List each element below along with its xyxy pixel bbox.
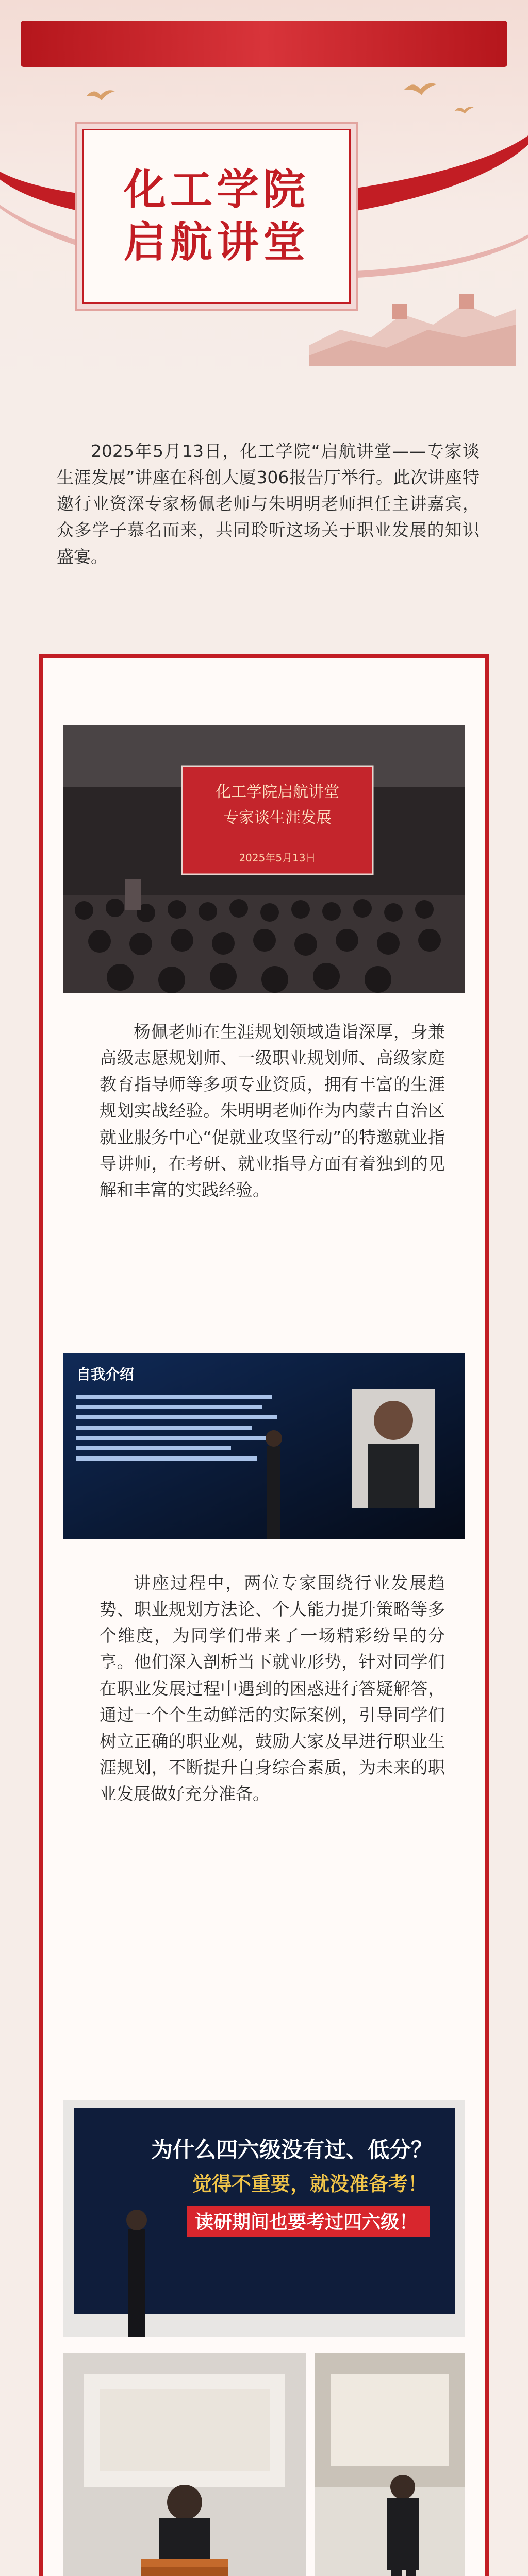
slide-emphasis-line: 读研期间也要考过四六级！ — [195, 2212, 418, 2233]
screen-date: 2025年5月13日 — [239, 852, 316, 864]
lecture-hall-image — [63, 725, 465, 993]
bird-icon — [402, 77, 438, 101]
speaker-intro-paragraph — [100, 1019, 445, 1203]
photo-speaker-standing — [315, 2353, 465, 2576]
title-line-2: 启航讲堂 — [123, 218, 309, 267]
section-frame-lecture — [39, 654, 489, 2576]
photo-self-intro-slide — [63, 1353, 465, 1539]
intro-paragraph — [57, 438, 480, 570]
speaker-podium-image — [63, 2353, 306, 2576]
screen-title: 化工学院启航讲堂 — [216, 783, 339, 801]
photo-speaker-podium — [63, 2353, 306, 2576]
screen-subtitle: 专家谈生涯发展 — [223, 809, 332, 827]
lecture-content-text: 讲座过程中，两位专家围绕行业发展趋势、职业规划方法论、个人能力提升策略等多个维度，为同学们带来了一场精彩纷呈的分享。他们深入剖析当下就业形势，针对同学们在职业发展过程中遇到的困惑进行答疑解答，通过一个个生动鲜活的实际案例，引导同学们树立正确的职业观，鼓励大家及早进行职业生涯规划，不断提升自身综合素质，为未来的职业发展做好充分准备。 — [100, 1573, 445, 1804]
title-card — [82, 129, 351, 304]
title-line-1: 化工学院 — [123, 165, 309, 214]
slide-answer-line: 觉得不重要，就没准备考！ — [192, 2173, 428, 2195]
speaker-standing-image — [315, 2353, 465, 2576]
bird-icon — [85, 85, 116, 106]
speaker-intro-text: 杨佩老师在生涯规划领域造诣深厚，身兼高级志愿规划师、一级职业规划师、高级家庭教育指导师等多项专业资质，拥有丰富的生涯规划实战经验。朱明明老师作为内蒙古自治区就业服务中心“促就业攻坚行动”的特邀就业指导讲师，在考研、就业指导方面有着独到的见解和丰富的实践经验。 — [100, 1022, 445, 1200]
header-banner — [0, 0, 528, 392]
photo-exam-slide — [63, 2100, 465, 2337]
bird-icon — [454, 103, 474, 117]
self-intro-slide-image — [63, 1353, 465, 1539]
slide-heading: 自我介绍 — [76, 1366, 135, 1383]
photo-lecture-hall — [63, 725, 465, 993]
exam-slide-image — [63, 2100, 465, 2337]
intro-text: 2025年5月13日，化工学院“启航讲堂——专家谈生涯发展”讲座在科创大厦306报告厅举行。此次讲座特邀行业资深专家杨佩老师与朱明明老师担任主讲嘉宾，众多学子慕名而来，共同聆听这场关于职业发展的知识盛宴。 — [57, 441, 480, 567]
slide-question-line: 为什么四六级没有过、低分？ — [151, 2137, 433, 2162]
lecture-content-paragraph — [100, 1570, 445, 1807]
